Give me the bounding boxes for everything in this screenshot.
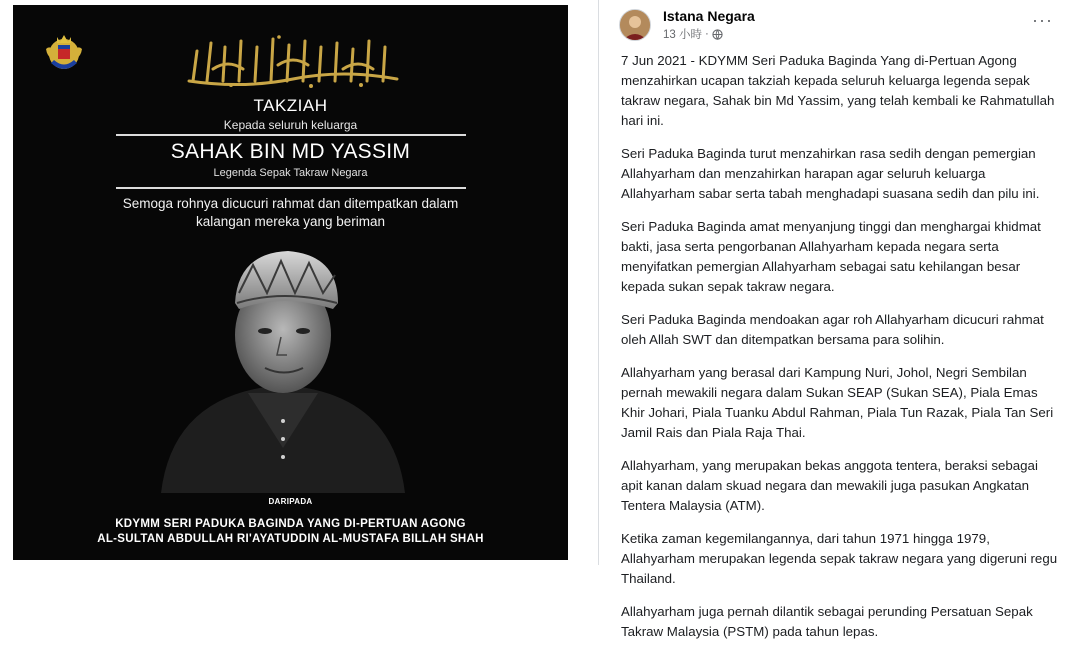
post-paragraph: Ketika zaman kegemilangannya, dari tahun 1971 hingga 1979, Allahyarham merupakan legenda sepak takraw negara yang digeruni regu Thailand. [621,531,1058,586]
prayer-line: kalangan mereka yang beriman [195,214,386,229]
divider [116,134,466,136]
separator-dot: · [705,28,709,40]
royal-crest-icon [41,29,87,75]
page-name[interactable]: Istana Negara [663,8,755,24]
post-paragraph: Allahyarham yang berasal dari Kampung Nuri, Johol, Negri Sembilan pernah mewakili negara dalam Sukan SEAP (Sukan SEA), Piala Emas Khir Johari, Piala Tuanku Abdul Rahman, Piala Tun Razak, Piala Tan Seri Jamil Rais dan Piala Raja Thai. [621,365,1054,440]
post-body [621,51,1059,655]
prayer-line: Semoga rohnya dicucuri rahmat dan ditempatkan dalam [122,196,459,211]
deceased-title: Legenda Sepak Takraw Negara [213,167,368,179]
arabic-calligraphy-image [183,33,405,91]
more-horizontal-icon: ··· [1032,10,1053,30]
post-paragraph: Seri Paduka Baginda amat menyanjung tinggi dan menghargai khidmat bakti, jasa serta pengorbanan Allahyarham kepada negara serta menyifatkan pemergian Allahyarham sebagai satu kehilangan besar kepada sukan sepak takraw negara. [621,219,1041,294]
poster-heading: TAKZIAH [253,96,328,115]
post-paragraph: Seri Paduka Baginda mendoakan agar roh Allahyarham dicucuri rahmat oleh Allah SWT dan ditempatkan bersama para solihin. [621,312,1044,347]
globe-icon [712,29,723,40]
deceased-name: SAHAK BIN MD YASSIM [170,140,411,163]
post-time[interactable]: 13 小時 [663,29,702,41]
post-paragraph: Allahyarham, yang merupakan bekas anggota tentera, beraksi sebagai apit kanan dalam skuad negara dan mewakili juga pasukan Angkatan Tentera Malaysia (ATM). [621,458,1038,513]
post-meta [663,26,723,42]
avatar[interactable] [619,9,651,41]
avatar-image [620,10,650,40]
divider [116,187,466,189]
condolence-poster [13,5,568,560]
post-paragraph: Allahyarham juga pernah dilantik sebagai perunding Persatuan Sepak Takraw Malaysia (PSTM) pada tahun lepas. [621,604,1033,639]
post-paragraph: 7 Jun 2021 - KDYMM Seri Paduka Baginda Yang di-Pertuan Agong menzahirkan ucapan takziah kepada seluruh keluarga legenda sepak takraw negara, Sahak bin Md Yassim, yang telah kembali ke Rahmatullah hari ini. [621,53,1055,128]
sender-line: KDYMM SERI PADUKA BAGINDA YANG DI-PERTUAN AGONG [115,518,466,530]
from-label: DARIPADA [268,497,313,506]
poster-subheading: Kepada seluruh keluarga [223,118,358,132]
facebook-post [598,0,1080,639]
sender-line: AL-SULTAN ABDULLAH RI'AYATUDDIN AL-MUSTAFA BILLAH SHAH [97,533,484,545]
post-paragraph: Seri Paduka Baginda turut menzahirkan rasa sedih dengan pemergian Allahyarham dan menzahirkan harapan agar seluruh keluarga Allahyarham sabar serta tabah menghadapi suasana sedih dan pilu ini. [621,146,1040,201]
prayer-text [13,195,568,231]
more-options-button[interactable] [1032,10,1053,31]
portrait-photo [153,243,413,493]
